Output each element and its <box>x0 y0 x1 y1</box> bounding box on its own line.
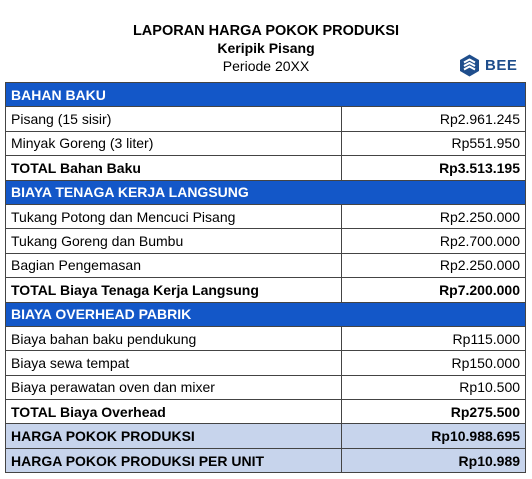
report-title: LAPORAN HARGA POKOK PRODUKSI <box>132 23 400 39</box>
section-header-label: BIAYA TENAGA KERJA LANGSUNG <box>6 180 526 204</box>
row-amount: Rp2.250.000 <box>342 204 526 228</box>
row-amount: Rp2.700.000 <box>342 229 526 253</box>
total-label: TOTAL Biaya Tenaga Kerja Langsung <box>6 278 342 302</box>
row-amount: Rp551.950 <box>342 131 526 155</box>
summary-row-hpp-per-unit <box>6 448 526 472</box>
row-label: Minyak Goreng (3 liter) <box>6 131 342 155</box>
row-amount: Rp2.961.245 <box>342 107 526 131</box>
section-header-bahan-baku <box>6 83 526 107</box>
section-header-tenaga-kerja <box>6 180 526 204</box>
row-label: Tukang Potong dan Mencuci Pisang <box>6 204 342 228</box>
row-label: Biaya perawatan oven dan mixer <box>6 375 342 399</box>
table-row <box>6 375 526 399</box>
report-period: Periode 20XX <box>222 58 310 74</box>
table-row <box>6 107 526 131</box>
total-row-bahan-baku <box>6 156 526 180</box>
summary-label: HARGA POKOK PRODUKSI <box>6 424 342 448</box>
table-row <box>6 253 526 277</box>
row-label: Biaya sewa tempat <box>6 351 342 375</box>
summary-amount: Rp10.988.695 <box>342 424 526 448</box>
row-amount: Rp10.500 <box>342 375 526 399</box>
row-label: Tukang Goreng dan Bumbu <box>6 229 342 253</box>
summary-amount: Rp10.989 <box>342 448 526 472</box>
table-row <box>6 204 526 228</box>
bee-logo <box>459 53 517 77</box>
summary-label: HARGA POKOK PRODUKSI PER UNIT <box>6 448 342 472</box>
total-amount: Rp7.200.000 <box>342 278 526 302</box>
cost-report-table <box>5 82 526 473</box>
section-header-overhead <box>6 302 526 326</box>
table-row <box>6 351 526 375</box>
section-header-label: BIAYA OVERHEAD PABRIK <box>6 302 526 326</box>
total-row-overhead <box>6 400 526 424</box>
table-row <box>6 131 526 155</box>
total-row-tenaga-kerja <box>6 278 526 302</box>
report-subtitle: Keripik Pisang <box>217 40 315 56</box>
section-header-label: BAHAN BAKU <box>6 83 526 107</box>
report-header <box>0 22 532 75</box>
total-label: TOTAL Bahan Baku <box>6 156 342 180</box>
bee-logo-icon <box>459 54 480 77</box>
row-label: Biaya bahan baku pendukung <box>6 326 342 350</box>
summary-row-hpp <box>6 424 526 448</box>
row-amount: Rp115.000 <box>342 326 526 350</box>
row-label: Bagian Pengemasan <box>6 253 342 277</box>
row-amount: Rp150.000 <box>342 351 526 375</box>
total-amount: Rp3.513.195 <box>342 156 526 180</box>
row-label: Pisang (15 sisir) <box>6 107 342 131</box>
table-row <box>6 229 526 253</box>
table-row <box>6 326 526 350</box>
logo-text: BEE <box>485 56 518 74</box>
row-amount: Rp2.250.000 <box>342 253 526 277</box>
total-amount: Rp275.500 <box>342 400 526 424</box>
total-label: TOTAL Biaya Overhead <box>6 400 342 424</box>
